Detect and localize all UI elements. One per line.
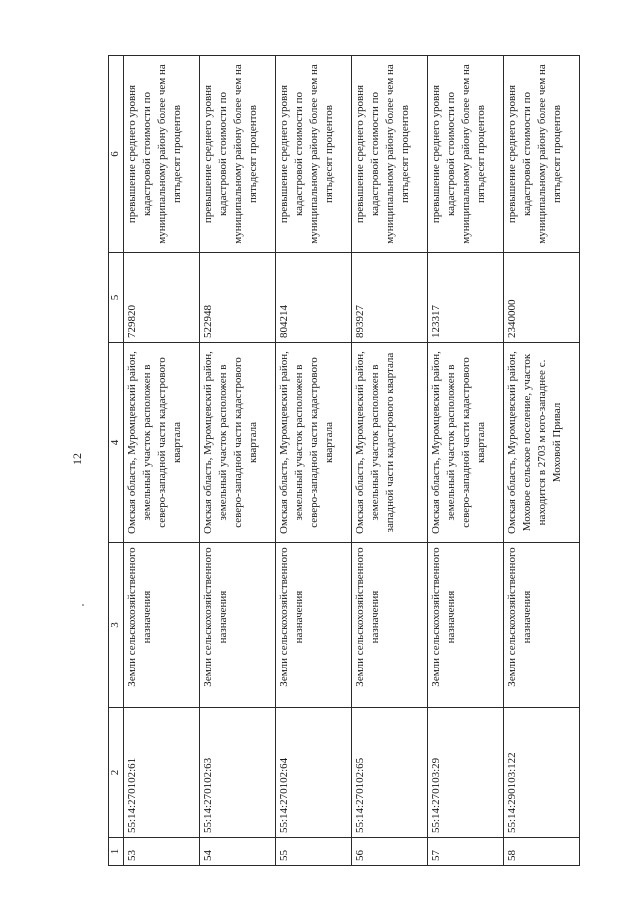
- land-category: Земли сельскохозяйственного назначения: [276, 543, 352, 708]
- land-location: Омская область, Муромцевский район, Моховое сельское поселение, участок находится в 2703 м юго-западнее с. Моховой Привал: [504, 343, 580, 543]
- cadastral-number: 55:14:270102:65: [352, 708, 428, 838]
- col-header-1: 1: [109, 838, 124, 866]
- col-header-6: 6: [109, 56, 124, 253]
- land-location: Омская область, Муромцевский район, земельный участок расположен в северо-западной части кадастрового квартала: [428, 343, 504, 543]
- cadastral-table: [108, 55, 580, 866]
- reason: превышение среднего уровня кадастровой стоимости по муниципальному району более чем на пятьдесят процентов: [352, 56, 428, 253]
- land-category: Земли сельскохозяйственного назначения: [200, 543, 276, 708]
- cadastral-number: 55:14:270102:64: [276, 708, 352, 838]
- reason: превышение среднего уровня кадастровой стоимости по муниципальному району более чем на пятьдесят процентов: [200, 56, 276, 253]
- land-category: Земли сельскохозяйственного назначения: [352, 543, 428, 708]
- reason: превышение среднего уровня кадастровой стоимости по муниципальному району более чем на пятьдесят процентов: [276, 56, 352, 253]
- col-header-5: 5: [109, 253, 124, 343]
- row-number: 58: [504, 838, 580, 866]
- land-category: Земли сельскохозяйственного назначения: [428, 543, 504, 708]
- table-row: [124, 56, 200, 866]
- cadastral-number: 55:14:270102:61: [124, 708, 200, 838]
- row-number: 56: [352, 838, 428, 866]
- land-category: Земли сельскохозяйственного назначения: [504, 543, 580, 708]
- cadastral-value: 729820: [124, 253, 200, 343]
- rotated-table-container: [108, 56, 580, 866]
- table-row: [200, 56, 276, 866]
- reason: превышение среднего уровня кадастровой стоимости по муниципальному району более чем на пятьдесят процентов: [124, 56, 200, 253]
- scan-speck: [82, 604, 84, 606]
- reason: превышение среднего уровня кадастровой стоимости по муниципальному району более чем на пятьдесят процентов: [504, 56, 580, 253]
- cadastral-value: 2340000: [504, 253, 580, 343]
- reason: превышение среднего уровня кадастровой стоимости по муниципальному району более чем на пятьдесят процентов: [428, 56, 504, 253]
- cadastral-value: 522948: [200, 253, 276, 343]
- col-header-2: 2: [109, 708, 124, 838]
- table-row: [276, 56, 352, 866]
- land-location: Омская область, Муромцевский район, земельный участок расположен в северо-западной части кадастрового квартала: [276, 343, 352, 543]
- land-location: Омская область, Муромцевский район, земельный участок расположен в северо-западной части кадастрового квартала: [124, 343, 200, 543]
- table-row: [504, 56, 580, 866]
- land-location: Омская область, Муромцевский район, земельный участок расположен в северо-западной части кадастрового квартала: [200, 343, 276, 543]
- table-row: [428, 56, 504, 866]
- cadastral-value: 893927: [352, 253, 428, 343]
- row-number: 57: [428, 838, 504, 866]
- cadastral-value: 804214: [276, 253, 352, 343]
- table-row: [352, 56, 428, 866]
- col-header-3: 3: [109, 543, 124, 708]
- row-number: 54: [200, 838, 276, 866]
- row-number: 53: [124, 838, 200, 866]
- header-row: [109, 56, 124, 866]
- row-number: 55: [276, 838, 352, 866]
- cadastral-number: 55:14:270102:63: [200, 708, 276, 838]
- cadastral-value: 123317: [428, 253, 504, 343]
- col-header-4: 4: [109, 343, 124, 543]
- cadastral-number: 55:14:290103:122: [504, 708, 580, 838]
- land-location: Омская область, Муромцевский район, земельный участок расположен в западной части кадастрового квартала: [352, 343, 428, 543]
- land-category: Земли сельскохозяйственного назначения: [124, 543, 200, 708]
- page-number: 12: [70, 453, 84, 465]
- cadastral-number: 55:14:270103:29: [428, 708, 504, 838]
